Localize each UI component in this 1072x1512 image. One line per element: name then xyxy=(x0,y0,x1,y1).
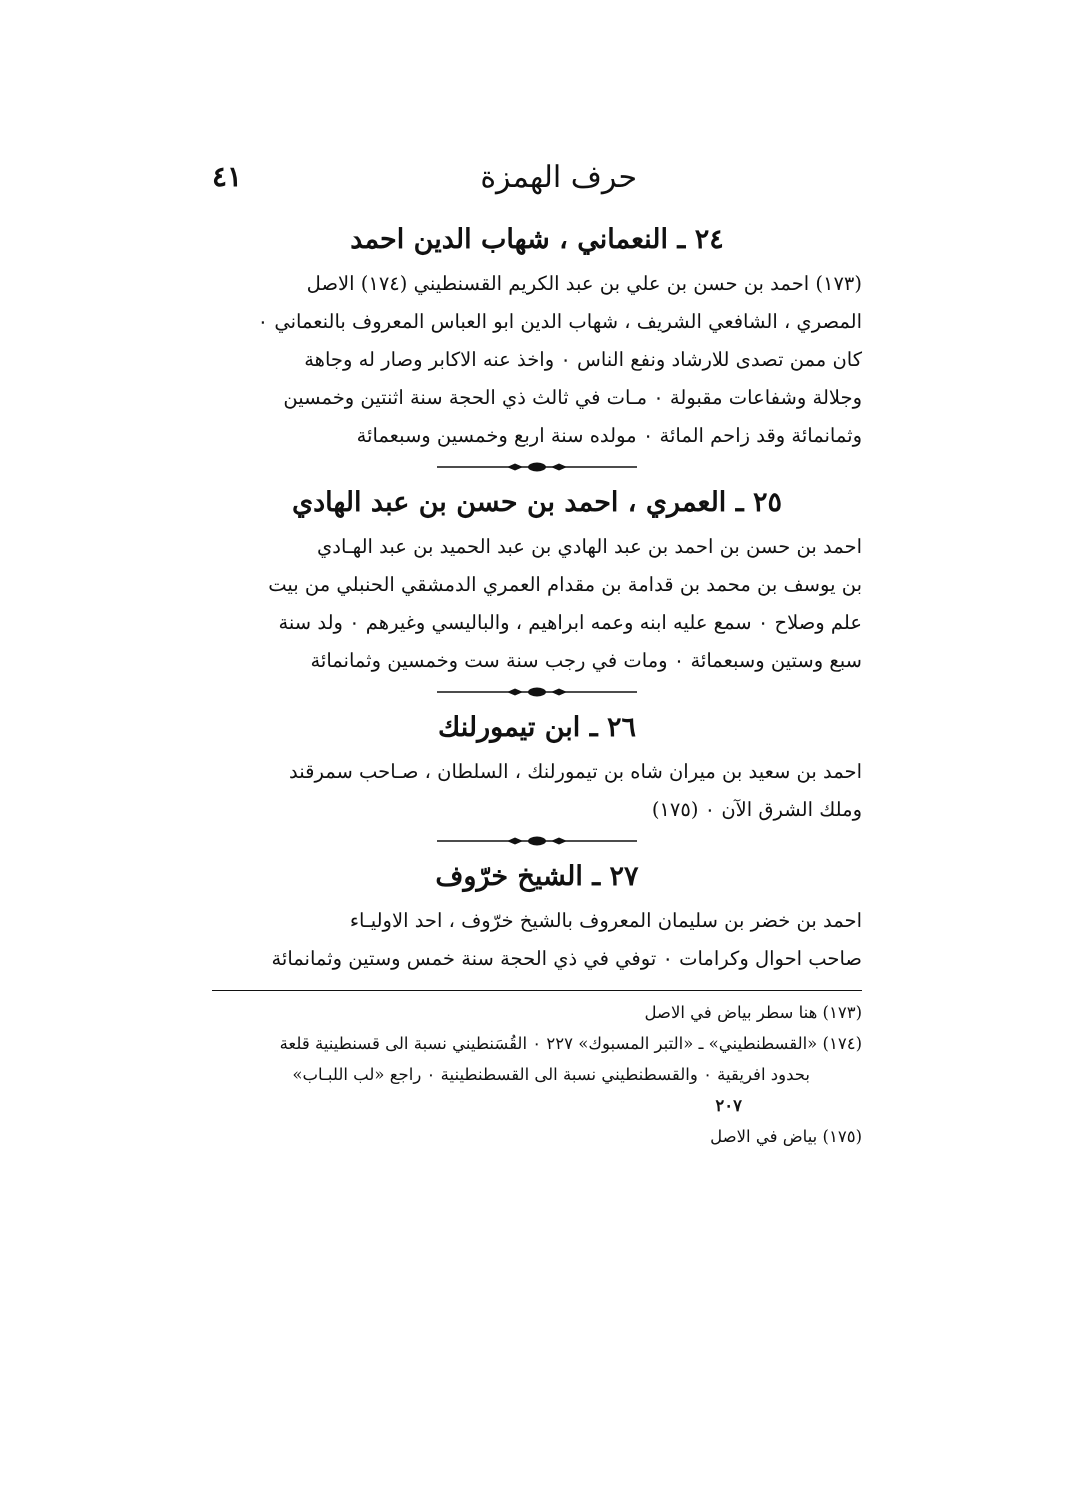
entry-title-26: ٢٦ ـ ابن تيمورلنك xyxy=(437,712,637,743)
entry-body-24 xyxy=(212,265,862,455)
entry-line: سبع وستين وسبعمائة ٠ ومات في رجب سنة ست وخمسين وثمانمائة xyxy=(310,649,862,672)
entry-line: احمد بن حسن بن احمد بن عبد الهادي بن عبد الحميد بن عبد الهـادي xyxy=(317,535,862,558)
footnote-174: (١٧٤) «القسطنطيني» ـ «التبر المسبوك» ٢٢٧ ٠ القُسَنطيني نسبة الى قسنطينية قلعة xyxy=(279,1034,862,1053)
page-header xyxy=(212,160,862,210)
entry-line: صاحب احوال وكرامات ٠ توفي في ذي الحجة سنة خمس وستين وثمانمائة xyxy=(271,947,862,970)
footnote-174-page-ref: ٢٠٧ xyxy=(715,1096,742,1115)
footnote-174-continuation: بحدود افريقية ٠ والقسطنطيني نسبة الى القسطنطينية ٠ راجع «لب اللبـاب» xyxy=(292,1065,810,1084)
document-page xyxy=(212,160,862,1152)
ornament-divider xyxy=(437,835,637,847)
entry-body-27 xyxy=(212,902,862,978)
entry-line: كان ممن تصدى للارشاد ونفع الناس ٠ واخذ عنه الاكابر وصار له وجاهة xyxy=(304,348,862,371)
entry-line: علم وصلاح ٠ سمع عليه ابنه وعمه ابراهيم ، والباليسي وغيرهم ٠ ولد سنة xyxy=(278,611,862,634)
footnotes xyxy=(212,997,862,1152)
ornament-divider xyxy=(437,461,637,473)
entry-line: بن يوسف بن محمد بن قدامة بن مقدام العمري الدمشقي الحنبلي من بيت xyxy=(268,573,862,596)
footnote-175: (١٧٥) بياض في الاصل xyxy=(710,1127,862,1146)
entry-body-26 xyxy=(212,753,862,829)
entry-title-25: ٢٥ ـ العمري ، احمد بن حسن بن عبد الهادي xyxy=(291,487,783,518)
footnote-173: (١٧٣) هنا سطر بياض في الاصل xyxy=(644,1003,862,1022)
footnote-rule xyxy=(212,990,862,991)
entry-line: المصري ، الشافعي الشريف ، شهاب الدين ابو العباس المعروف بالنعماني ٠ xyxy=(257,310,862,333)
running-title: حرف الهمزة xyxy=(480,160,637,195)
entry-line: (١٧٣) احمد بن حسن بن علي بن عبد الكريم القسنطيني (١٧٤) الاصل xyxy=(306,272,862,295)
entry-line: وملك الشرق الآن ٠ (١٧٥) xyxy=(651,798,862,821)
entry-title-24: ٢٤ ـ النعماني ، شهاب الدين احمد xyxy=(350,224,724,255)
entry-body-25 xyxy=(212,528,862,680)
ornament-divider xyxy=(437,686,637,698)
entry-line: احمد بن خضر بن سليمان المعروف بالشيخ خرّوف ، احد الاوليـاء xyxy=(349,909,862,932)
entry-title-27: ٢٧ ـ الشيخ خرّوف xyxy=(435,861,639,892)
entry-line: احمد بن سعيد بن ميران شاه بن تيمورلنك ، السلطان ، صـاحب سمرقند xyxy=(289,760,862,783)
entry-line: وجلالة وشفاعات مقبولة ٠ مـات في ثالث ذي الحجة سنة اثنتين وخمسين xyxy=(283,386,862,409)
entry-line: وثمانمائة وقد زاحم المائة ٠ مولده سنة اربع وخمسين وسبعمائة xyxy=(356,424,862,447)
page-number: ٤١ xyxy=(212,160,243,193)
